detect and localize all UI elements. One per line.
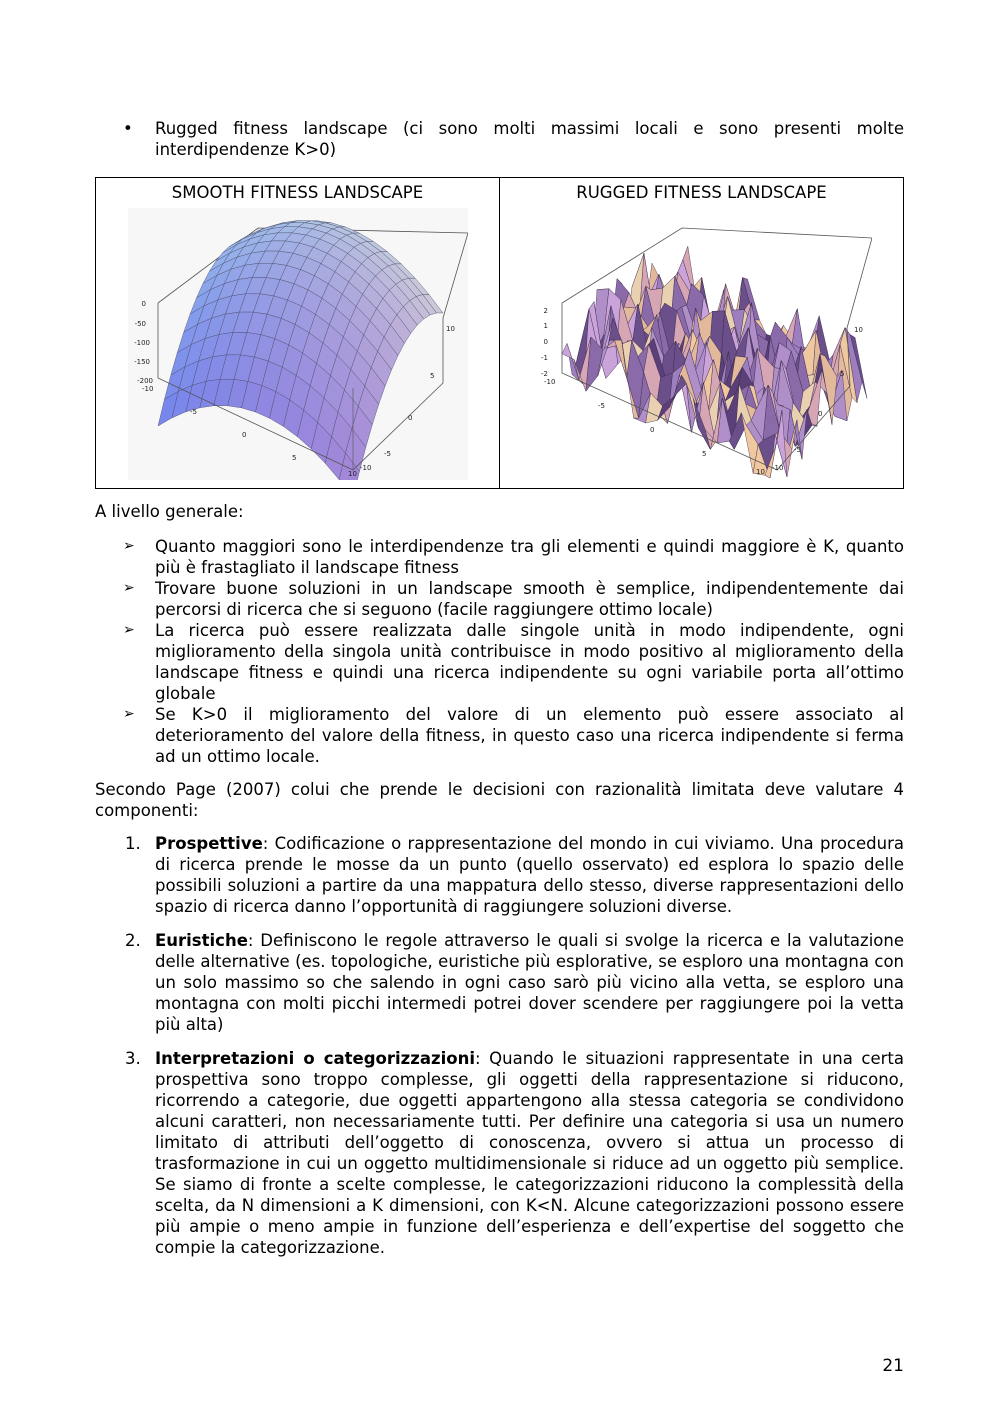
rugged-landscape-plot (532, 208, 872, 480)
arrow-bullet-icon: ➢ (123, 580, 135, 596)
rugged-figure-title: RUGGED FITNESS LANDSCAPE (576, 183, 827, 202)
page-intro: Secondo Page (2007) colui che prende le decisioni con razionalità limitata deve valutare 4 componenti: (95, 780, 904, 820)
item-number: 3. (125, 1049, 141, 1068)
component-text: : Quando le situazioni rappresentate in una certa prospettiva sono troppo complesse, gli oggetti della rappresentazione si riducono, ricorrendo a categorie, due oggetti appartengono alla stessa categoria se condividono alcuni caratteri, non necessariamente tutti. Per definire una categoria si usa un numero limitato di attributi dell’oggetto di conoscenza, ovvero si attua un processo di trasformazione in cui un oggetto multidimensionale si riduce ad un oggetto più semplice. Se siamo di fronte a scelte complesse, le categorizzazioni riducono la complessità della scelta, da N dimensioni a K dimensioni, con K<N. Alcune categorizzazioni possono essere più ampie o meno ampie in funzione dell’esperienza e dell’expertise del soggetto che compie la categorizzazione. (155, 1049, 904, 1257)
z-tick-label: 0 (141, 300, 146, 308)
component-term: Prospettive (155, 834, 263, 853)
x-tick-label: 0 (241, 431, 246, 439)
arrow-bullet-icon: ➢ (123, 622, 135, 638)
item-number: 1. (125, 834, 141, 853)
component-term: Euristiche (155, 931, 248, 950)
x-tick-label: -5 (189, 408, 197, 416)
arrow-bullet-icon: ➢ (123, 538, 135, 554)
y-tick-label: -5 (383, 450, 391, 458)
component-text: : Codificazione o rappresentazione del mondo in cui viviamo. Una procedura di ricerca prende le mosse da un punto (quello osservato) ed esplora lo spazio delle possibili soluzioni a partire da una mappatura dello stesso, diverse rappresentazioni dello spazio di ricerca danno l’opportunità di raggiungere soluzioni diverse. (155, 834, 904, 916)
x-tick-label: 5 (701, 450, 706, 458)
y-tick-label: 10 (445, 325, 455, 333)
y-tick-label: -5 (793, 446, 801, 454)
top-bullet-text: Rugged fitness landscape (ci sono molti massimi locali e sono presenti molte interdipendenze K>0) (155, 119, 904, 159)
z-tick-label: -150 (133, 358, 150, 366)
y-tick-label: 5 (839, 370, 844, 378)
z-tick-label: -50 (134, 320, 146, 328)
z-tick-label: -200 (136, 377, 153, 385)
list-item: ➢ Se K>0 il miglioramento del valore di un elemento può essere associato al deterioramento del valore della fitness, in questo caso una ricerca indipendente si ferma ad un ottimo locale. (123, 705, 904, 766)
x-tick-label: 10 (755, 468, 765, 476)
z-tick-label: -1 (540, 354, 548, 362)
components-list (95, 833, 904, 1258)
arrow-bullet-icon: ➢ (123, 706, 135, 722)
y-tick-label: 0 (817, 410, 822, 418)
x-tick-label: -5 (597, 402, 605, 410)
z-tick-label: -100 (133, 339, 150, 347)
x-tick-label: 5 (291, 454, 296, 462)
figures-table (95, 177, 904, 489)
z-tick-label: 1 (543, 322, 548, 330)
top-bullet-item (95, 118, 904, 160)
y-tick-label: 10 (853, 326, 863, 334)
y-tick-label: -10 (771, 464, 783, 472)
x-tick-label: 0 (649, 426, 654, 434)
list-item (95, 930, 904, 1035)
general-points-list (95, 536, 904, 767)
x-tick-label: -10 (543, 378, 555, 386)
list-item: ➢ La ricerca può essere realizzata dalle singole unità in modo indipendente, ogni miglioramento della singola unità contribuisce in modo positivo al miglioramento della landscape fitness e quindi una ricerca indipendente su ogni variabile porta all’ottimo globale (123, 621, 904, 703)
component-term: Interpretazioni o categorizzazioni (155, 1049, 476, 1068)
y-tick-label: 0 (407, 414, 412, 422)
z-tick-label: 0 (543, 338, 548, 346)
general-intro: A livello generale: (95, 502, 244, 521)
smooth-landscape-plot (128, 208, 468, 480)
list-item: ➢ Quanto maggiori sono le interdipendenze tra gli elementi e quindi maggiore è K, quanto più è frastagliato il landscape fitness (123, 537, 904, 577)
bullet-dot-icon: • (123, 119, 133, 138)
list-item (95, 1048, 904, 1258)
z-tick-label: -2 (540, 370, 548, 378)
smooth-figure-title: SMOOTH FITNESS LANDSCAPE (171, 183, 424, 202)
z-tick-label: 2 (543, 307, 548, 315)
y-tick-label: -10 (359, 464, 371, 472)
x-tick-label: 10 (347, 470, 357, 478)
rugged-figure-cell (500, 178, 904, 489)
component-text: : Definiscono le regole attraverso le quali si svolge la ricerca e la valutazione delle alternative (es. topologiche, euristiche più esplorative, se esploro una montagna con un solo massimo so che salendo in ogni caso sarò più vicino alla vetta, se esploro una montagna con molti picchi intermedi potrei dover scendere per raggiungere poi la vetta più alta) (155, 931, 904, 1034)
smooth-figure-cell (96, 178, 500, 489)
list-item: ➢ Trovare buone soluzioni in un landscape smooth è semplice, indipendentemente dai percorsi di ricerca che si seguono (facile raggiungere ottimo locale) (123, 579, 904, 619)
item-number: 2. (125, 931, 141, 950)
y-tick-label: 5 (429, 372, 434, 380)
page-number: 21 (882, 1356, 904, 1376)
list-item (95, 833, 904, 917)
x-tick-label: -10 (141, 385, 153, 393)
